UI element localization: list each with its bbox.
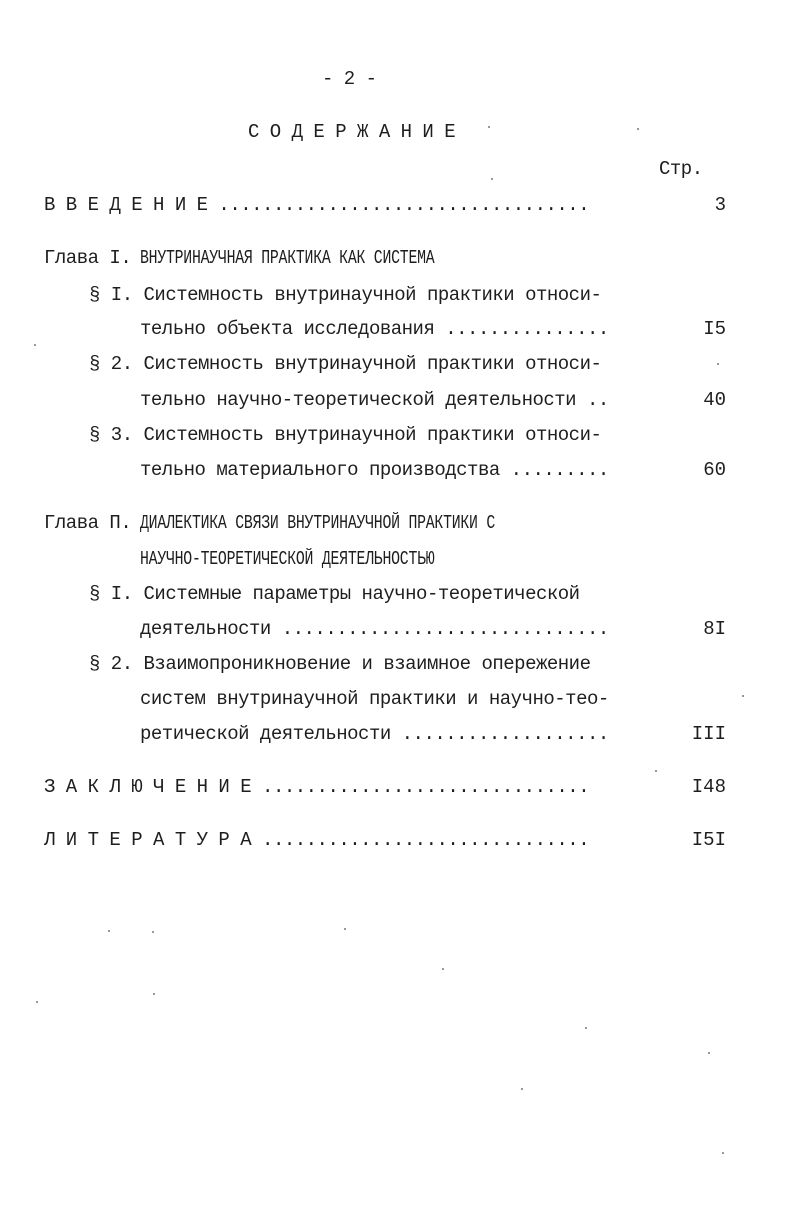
scan-speck <box>708 1052 710 1054</box>
scan-speck <box>34 344 36 346</box>
scan-speck <box>521 1088 523 1090</box>
section-2-2-line1: § 2. Взаимопроникновение и взаимное опережение <box>89 653 591 675</box>
toc-conclusion: З А К Л Ю Ч Е Н И Е .............................. <box>44 776 590 798</box>
page-column-label: Стр. <box>659 158 703 180</box>
chapter-1-title: ВНУТРИНАУЧНАЯ ПРАКТИКА КАК СИСТЕМА <box>140 247 435 269</box>
document-heading: С О Д Е Р Ж А Н И Е <box>248 121 456 143</box>
scan-speck <box>722 1152 724 1154</box>
scan-speck <box>36 1001 38 1003</box>
section-2-1-page: 8I <box>703 618 726 640</box>
scan-speck <box>717 363 719 365</box>
section-1-2-line2: тельно научно-теоретической деятельности .. <box>140 389 609 411</box>
toc-literature: Л И Т Е Р А Т У Р А .............................. <box>44 829 590 851</box>
section-1-1-line2: тельно объекта исследования ............... <box>140 318 609 340</box>
page-number: - 2 - <box>322 68 377 90</box>
scan-speck <box>585 1027 587 1029</box>
scan-speck <box>742 695 744 697</box>
section-2-2-page: III <box>691 723 726 745</box>
toc-introduction-page: 3 <box>714 194 726 216</box>
section-1-1-page: I5 <box>703 318 726 340</box>
toc-literature-page: I5I <box>691 829 726 851</box>
section-2-2-line3: ретической деятельности ................... <box>140 723 609 745</box>
section-1-1-line1: § I. Системность внутринаучной практики относи- <box>89 284 602 306</box>
section-2-2-line2: систем внутринаучной практики и научно-тео- <box>140 688 609 710</box>
section-1-3-page: 60 <box>703 459 726 481</box>
scan-speck <box>637 128 639 130</box>
toc-conclusion-page: I48 <box>691 776 726 798</box>
section-1-3-line2: тельно материального производства ......... <box>140 459 609 481</box>
section-1-2-line1: § 2. Системность внутринаучной практики относи- <box>89 353 602 375</box>
toc-introduction: В В Е Д Е Н И Е .................................. <box>44 194 590 216</box>
scan-speck <box>491 178 493 180</box>
chapter-1-label: Глава I. <box>44 247 132 269</box>
scan-speck <box>655 770 657 772</box>
section-2-1-line1: § I. Системные параметры научно-теоретической <box>89 583 580 605</box>
section-1-2-page: 40 <box>703 389 726 411</box>
scan-speck <box>153 993 155 995</box>
scan-speck <box>152 931 154 933</box>
chapter-2-title-cont: НАУЧНО-ТЕОРЕТИЧЕСКОЙ ДЕЯТЕЛЬНОСТЬЮ <box>140 548 435 570</box>
scan-speck <box>488 126 490 128</box>
section-2-1-line2: деятельности .............................. <box>140 618 609 640</box>
section-1-3-line1: § 3. Системность внутринаучной практики относи- <box>89 424 602 446</box>
scan-speck <box>344 928 346 930</box>
chapter-2-title: ДИАЛЕКТИКА СВЯЗИ ВНУТРИНАУЧНОЙ ПРАКТИКИ С <box>140 512 496 534</box>
scan-speck <box>108 930 110 932</box>
chapter-2-label: Глава П. <box>44 512 132 534</box>
scan-speck <box>442 968 444 970</box>
